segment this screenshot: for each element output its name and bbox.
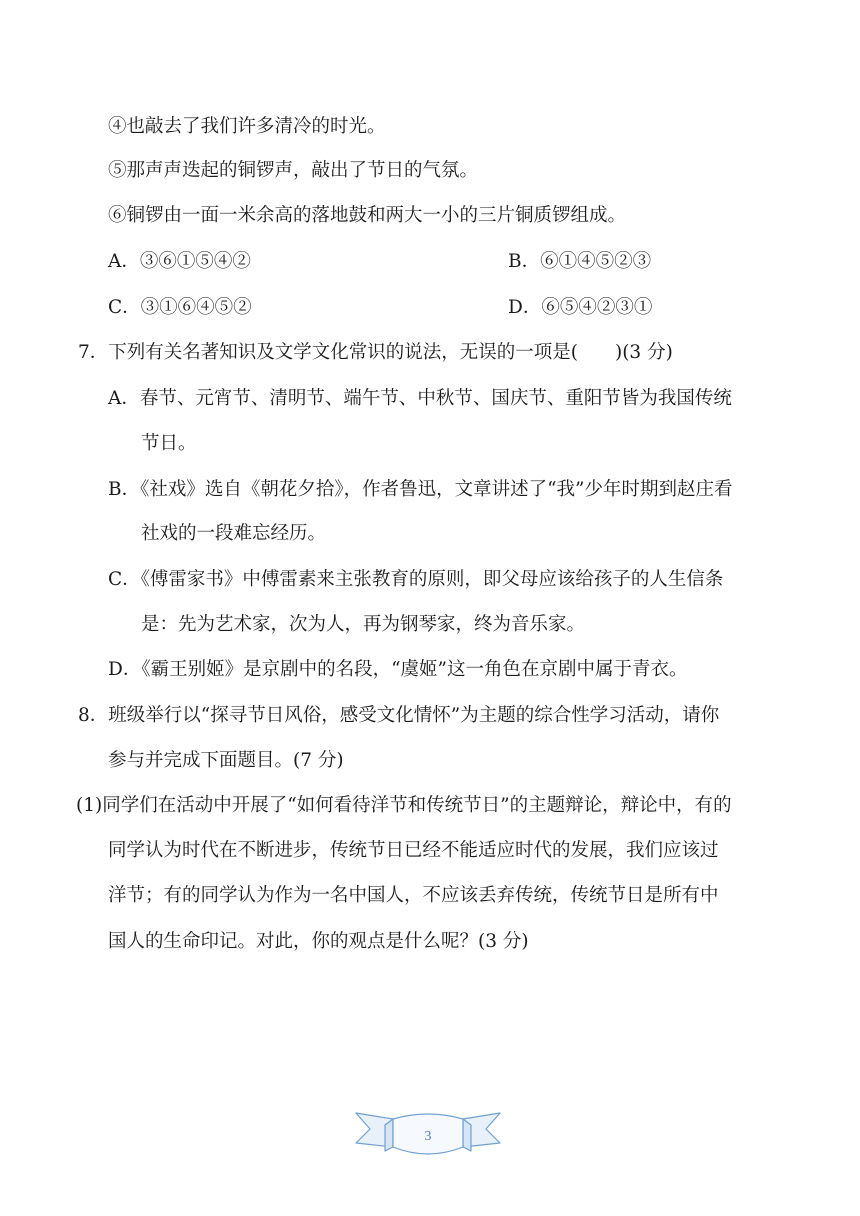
q6-option-c: C．③①⑥④⑤② [108, 297, 252, 318]
q8-stem-line1: 8．班级举行以“探寻节日风俗，感受文化情怀”为主题的综合性学习活动，请你 [78, 705, 720, 726]
q6-option-d: D．⑥⑤④②③① [508, 297, 653, 318]
q7-option-a-line2: 节日。 [141, 433, 197, 454]
line-5: ⑤那声声迭起的铜锣声，敲出了节日的气氛。 [108, 160, 479, 181]
q7-option-b-line1: B．《社戏》选自《朝花夕拾》，作者鲁迅，文章讲述了“我”少年时期到赵庄看 [108, 479, 733, 500]
q7-option-d: D．《霸王别姬》是京剧中的名段，“虞姬”这一角色在京剧中属于青衣。 [108, 659, 688, 680]
q8-part1-line4: 国人的生命印记。对此，你的观点是什么呢？(3 分) [108, 931, 529, 952]
line-6: ⑥铜锣由一面一米余高的落地鼓和两大一小的三片铜质锣组成。 [108, 205, 627, 226]
q7-option-a-line1: A．春节、元宵节、清明节、端午节、中秋节、国庆节、重阳节皆为我国传统 [108, 388, 732, 409]
q7-option-b-line2: 社戏的一段难忘经历。 [141, 523, 327, 544]
q8-part1-line1: (1)同学们在活动中开展了“如何看待洋节和传统节日”的主题辩论，辩论中，有的 [76, 795, 732, 816]
page-number: 3 [424, 1129, 432, 1144]
q6-option-b: B．⑥①④⑤②③ [508, 251, 652, 272]
page-footer [355, 1105, 501, 1163]
q8-stem-line2: 参与并完成下面题目。(7 分) [108, 750, 344, 771]
q6-option-a: A．③⑥①⑤④② [108, 251, 251, 272]
q8-part1-line2: 同学认为时代在不断进步，传统节日已经不能适应时代的发展，我们应该过 [108, 840, 719, 861]
q7-stem: 7．下列有关名著知识及文学文化常识的说法，无误的一项是( )(3 分) [78, 342, 673, 363]
q8-part1-line3: 洋节；有的同学认为作为一名中国人，不应该丢弃传统，传统节日是所有中 [108, 885, 719, 906]
q7-option-c-line1: C．《傅雷家书》中傅雷素来主张教育的原则，即父母应该给孩子的人生信条 [108, 569, 724, 590]
line-4: ④也敲去了我们许多清冷的时光。 [108, 116, 386, 137]
q7-option-c-line2: 是：先为艺术家，次为人，再为钢琴家，终为音乐家。 [141, 614, 586, 635]
